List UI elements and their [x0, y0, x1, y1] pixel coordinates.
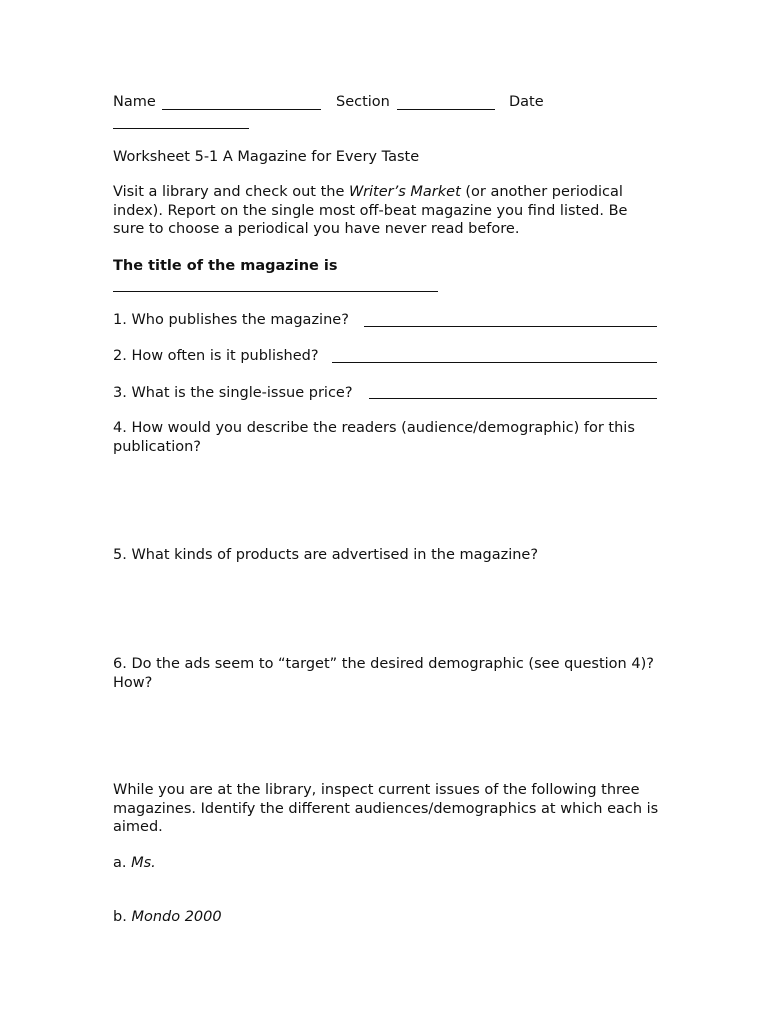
question-1: 1. Who publishes the magazine? — [113, 312, 349, 328]
intro-paragraph — [113, 183, 661, 239]
magazine-title-blank[interactable] — [113, 291, 438, 292]
question-4: 4. How would you describe the readers (audience/demographic) for this publication? — [113, 420, 635, 455]
question-6: 6. Do the ads seem to “target” the desired demographic (see question 4)? How? — [113, 656, 654, 691]
magazine-a-title: Ms. — [131, 855, 156, 871]
question-1-blank[interactable] — [364, 326, 657, 327]
question-5: 5. What kinds of products are advertised in the magazine? — [113, 547, 539, 563]
section-blank[interactable] — [397, 109, 495, 110]
section-label: Section — [336, 94, 390, 110]
magazine-title-prompt: The title of the magazine is — [113, 258, 338, 274]
question-3-blank[interactable] — [369, 398, 657, 399]
intro-text-before: Visit a library and check out the — [113, 184, 349, 200]
magazine-b-title: Mondo 2000 — [131, 909, 222, 925]
date-blank[interactable] — [113, 128, 249, 129]
magazine-b-prefix: b. — [113, 909, 132, 925]
magazine-item-a — [113, 854, 156, 872]
worksheet-title: Worksheet 5-1 A Magazine for Every Taste — [113, 149, 420, 165]
magazine-a-prefix: a. — [113, 855, 132, 871]
library-task-paragraph: While you are at the library, inspect current issues of the following three magazines. Identify the different audiences/demographics at which each is aimed. — [113, 782, 659, 835]
intro-book-title: Writer’s Market — [348, 184, 461, 200]
question-3: 3. What is the single-issue price? — [113, 385, 353, 401]
magazine-item-b — [113, 908, 222, 926]
intro-text-after: (or another periodical index). Report on the single most off-beat magazine you find listed. Be sure to choose a periodical you have never read before. — [113, 184, 628, 237]
date-label: Date — [509, 94, 544, 110]
question-2-blank[interactable] — [332, 362, 657, 363]
question-2: 2. How often is it published? — [113, 348, 319, 364]
name-label: Name — [113, 94, 156, 110]
name-blank[interactable] — [162, 109, 321, 110]
